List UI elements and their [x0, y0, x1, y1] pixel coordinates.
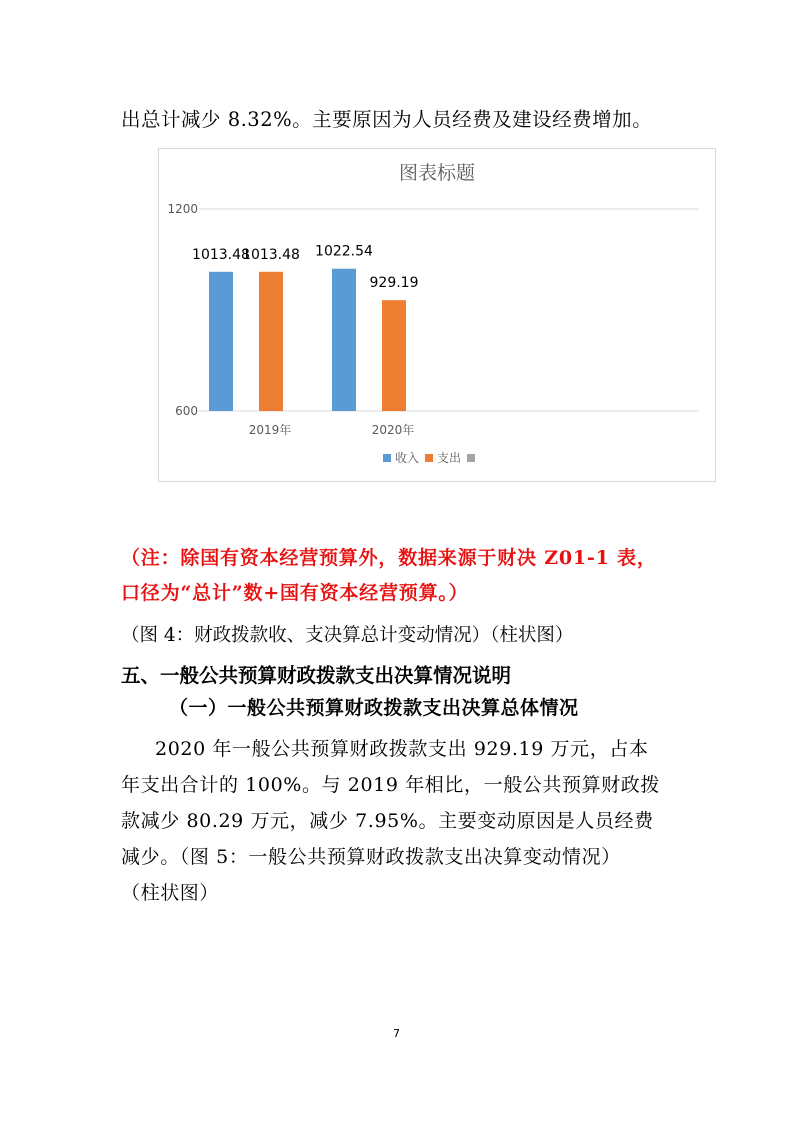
paragraph-line-5: （柱状图） [121, 882, 220, 904]
data-label: 1022.54 [315, 243, 373, 260]
chart-title: 图表标题 [398, 162, 476, 184]
data-label: 1013.48 [192, 246, 250, 263]
chart-canvas [159, 149, 715, 481]
paragraph-line-4: 减少。（图 5：一般公共预算财政拨款支出决算变动情况） [121, 846, 621, 868]
paragraph-line-1: 2020 年一般公共预算财政拨款支出 929.19 万元，占本 [155, 738, 649, 760]
y-tick-label: 600 [175, 404, 198, 418]
bar-支出-2020年 [382, 300, 406, 411]
note-line-2: 口径为“总计”数+国有资本经营预算。） [121, 582, 469, 604]
paragraph-line-2: 年支出合计的 100%。与 2019 年相比，一般公共预算财政拨 [121, 774, 660, 796]
intro-text-line: 出总计减少 8.32%。主要原因为人员经费及建设经费增加。 [121, 108, 653, 131]
paragraph-line-3: 款减少 80.29 万元，减少 7.95%。主要变动原因是人员经费 [121, 810, 654, 832]
legend-swatch [467, 454, 475, 462]
data-label: 929.19 [369, 275, 419, 292]
legend-swatch [425, 454, 433, 462]
note-line-1: （注：除国有资本经营预算外，数据来源于财决 Z01-1 表， [121, 547, 657, 569]
bar-支出-2019年 [259, 272, 283, 411]
y-tick-label: 1200 [167, 202, 198, 216]
data-label: 1013.48 [242, 246, 300, 263]
subsection-heading: （一）一般公共预算财政拨款支出决算总体情况 [169, 697, 579, 719]
legend-label: 支出 [437, 451, 462, 465]
x-tick-label: 2020年 [371, 423, 415, 437]
bar-收入-2019年 [209, 272, 233, 411]
bar-chart [158, 148, 716, 482]
legend-label: 收入 [395, 451, 420, 465]
x-tick-label: 2019年 [248, 423, 292, 437]
page-number: 7 [393, 1027, 400, 1040]
bar-收入-2020年 [332, 269, 356, 411]
section-heading: 五、一般公共预算财政拨款支出决算情况说明 [121, 664, 512, 687]
figure-caption: （图 4：财政拨款收、支决算总计变动情况）（柱状图） [121, 625, 574, 646]
legend-swatch [383, 454, 391, 462]
